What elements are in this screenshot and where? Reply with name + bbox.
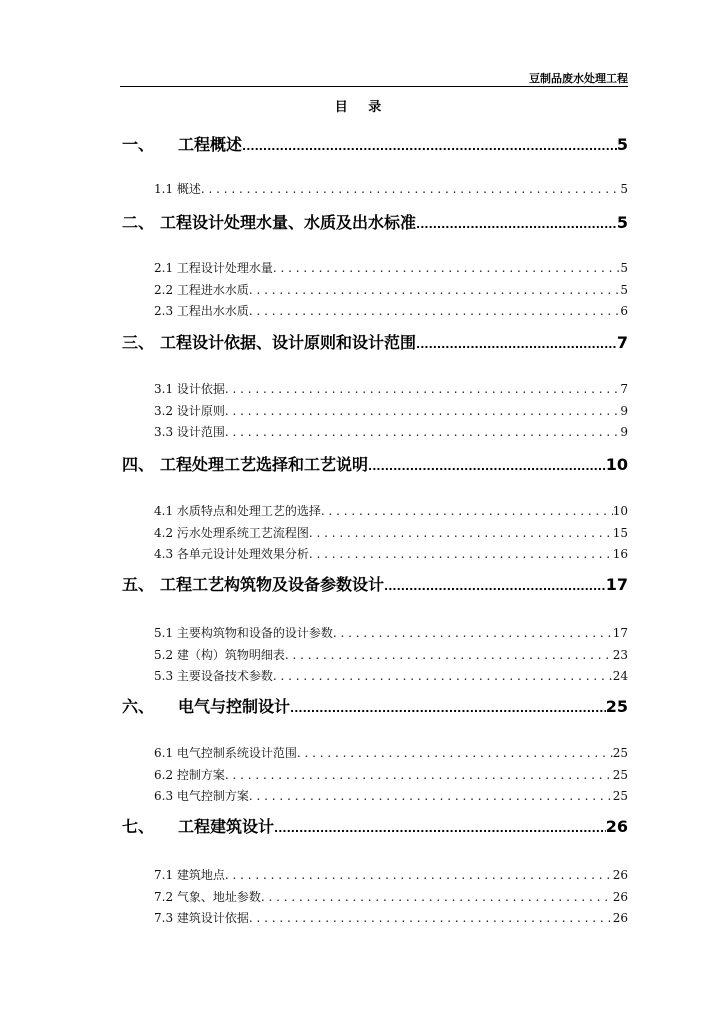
dot-leader	[297, 746, 613, 760]
document-header: 豆制品废水处理工程	[529, 72, 628, 85]
toc-subsection[interactable]	[154, 502, 628, 520]
toc-subsection[interactable]	[154, 281, 628, 299]
toc-subsection[interactable]	[154, 787, 628, 805]
subsection-page-number: 10	[612, 504, 628, 518]
subsection-title: 5.1 主要构筑物和设备的设计参数	[154, 626, 333, 640]
dot-leader	[249, 789, 613, 803]
subsection-title: 5.2 建（构）筑物明细表	[154, 647, 285, 662]
subsection-page-number: 26	[612, 868, 628, 882]
dot-leader	[333, 626, 613, 640]
toc-subsection[interactable]	[154, 259, 628, 277]
subsection-page-number: 25	[612, 789, 628, 803]
section-number: 七、	[122, 817, 155, 836]
subsection-page-number: 5	[620, 182, 628, 196]
dot-leader	[309, 547, 613, 561]
subsection-page-number: 5	[620, 282, 628, 297]
section-page-number: 7	[616, 333, 628, 352]
subsection-page-number: 25	[612, 767, 628, 782]
dot-leader	[201, 182, 620, 196]
dot-leader	[290, 697, 606, 716]
dot-leader	[273, 669, 613, 683]
subsection-title: 5.3 主要设备技术参数	[154, 669, 273, 683]
toc-section[interactable]	[122, 452, 628, 476]
subsection-title: 2.3 工程出水水质	[154, 304, 249, 318]
section-title: 工程设计处理水量、水质及出水标准	[160, 213, 417, 232]
dot-leader	[225, 868, 613, 882]
toc-subsection[interactable]	[154, 667, 628, 685]
section-page-number: 17	[605, 575, 628, 594]
subsection-page-number: 26	[612, 911, 628, 925]
toc-subsection[interactable]	[154, 646, 628, 664]
toc-subsection[interactable]	[154, 866, 628, 884]
dot-leader	[261, 890, 613, 904]
toc-subsection[interactable]	[154, 302, 628, 320]
section-number: 一、	[122, 135, 155, 154]
toc-section[interactable]	[122, 330, 628, 354]
subsection-page-number: 7	[620, 382, 628, 396]
section-number: 六、	[122, 697, 155, 716]
toc-section[interactable]	[122, 210, 628, 234]
toc-subsection[interactable]	[154, 524, 628, 542]
toc-subsection[interactable]	[154, 888, 628, 906]
toc-subsection[interactable]	[154, 545, 628, 563]
subsection-title: 6.1 电气控制系统设计范围	[154, 746, 297, 760]
subsection-title: 3.1 设计依据	[154, 382, 225, 396]
subsection-page-number: 25	[612, 746, 628, 760]
dot-leader	[274, 817, 606, 836]
dot-leader	[225, 425, 620, 439]
dot-leader	[309, 526, 613, 540]
subsection-page-number: 17	[612, 626, 628, 640]
section-number: 二、	[122, 213, 155, 232]
toc-section[interactable]	[122, 694, 628, 718]
dot-leader	[273, 261, 620, 275]
toc-subsection[interactable]	[154, 909, 628, 927]
toc-subsection[interactable]	[154, 423, 628, 441]
subsection-page-number: 6	[620, 304, 628, 318]
subsection-title: 2.2 工程进水水质	[154, 282, 249, 297]
dot-leader	[416, 213, 617, 232]
toc-subsection[interactable]	[154, 380, 628, 398]
section-page-number: 5	[616, 135, 628, 154]
section-title: 电气与控制设计	[178, 697, 291, 716]
dot-leader	[285, 648, 613, 662]
subsection-title: 7.1 建筑地点	[154, 868, 225, 882]
section-page-number: 5	[616, 213, 628, 232]
subsection-title: 6.2 控制方案	[154, 767, 225, 782]
dot-leader	[249, 911, 613, 925]
dot-leader	[249, 283, 620, 297]
section-page-number: 25	[605, 697, 628, 716]
toc-subsection[interactable]	[154, 766, 628, 784]
subsection-title: 3.3 设计范围	[154, 425, 225, 439]
toc-section[interactable]	[122, 814, 628, 838]
subsection-page-number: 24	[612, 669, 628, 683]
subsection-page-number: 15	[612, 525, 628, 540]
section-title: 工程设计依据、设计原则和设计范围	[160, 333, 417, 352]
toc-title: 目 录	[334, 100, 390, 115]
dot-leader	[225, 768, 613, 782]
section-title: 工程处理工艺选择和工艺说明	[160, 455, 369, 474]
toc-subsection[interactable]	[154, 402, 628, 420]
subsection-page-number: 16	[612, 547, 628, 561]
subsection-title: 1.1 概述	[154, 182, 201, 196]
section-title: 工程建筑设计	[178, 817, 275, 836]
dot-leader	[321, 504, 613, 518]
subsection-title: 6.3 电气控制方案	[154, 789, 249, 803]
subsection-page-number: 5	[620, 261, 628, 275]
dot-leader	[368, 455, 606, 474]
subsection-title: 4.3 各单元设计处理效果分析	[154, 547, 309, 561]
toc-section[interactable]	[122, 132, 628, 156]
dot-leader	[225, 382, 620, 396]
section-title: 工程工艺构筑物及设备参数设计	[160, 575, 385, 594]
subsection-title: 7.2 气象、地址参数	[154, 889, 261, 904]
section-page-number: 10	[605, 455, 628, 474]
section-number: 三、	[122, 333, 155, 352]
header-rule	[120, 86, 628, 87]
subsection-title: 4.1 水质特点和处理工艺的选择	[154, 504, 321, 518]
dot-leader	[242, 135, 617, 154]
toc-subsection[interactable]	[154, 744, 628, 762]
section-number: 四、	[122, 455, 155, 474]
subsection-title: 2.1 工程设计处理水量	[154, 261, 273, 275]
dot-leader	[249, 304, 620, 318]
subsection-title: 3.2 设计原则	[154, 403, 225, 418]
toc-subsection[interactable]	[154, 624, 628, 642]
toc-subsection[interactable]	[154, 180, 628, 198]
dot-leader	[416, 333, 617, 352]
subsection-page-number: 26	[612, 889, 628, 904]
dot-leader	[384, 575, 606, 594]
subsection-page-number: 9	[620, 425, 628, 439]
dot-leader	[225, 404, 620, 418]
subsection-page-number: 23	[612, 647, 628, 662]
subsection-page-number: 9	[620, 403, 628, 418]
subsection-title: 7.3 建筑设计依据	[154, 911, 249, 925]
subsection-title: 4.2 污水处理系统工艺流程图	[154, 525, 309, 540]
section-number: 五、	[122, 575, 155, 594]
section-title: 工程概述	[178, 135, 243, 154]
toc-section[interactable]	[122, 572, 628, 596]
section-page-number: 26	[605, 817, 628, 836]
